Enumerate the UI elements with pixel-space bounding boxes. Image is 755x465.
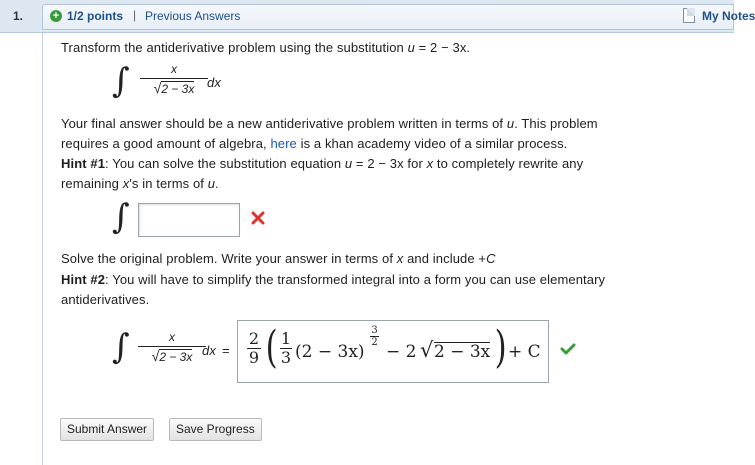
answer-2-display[interactable] bbox=[237, 320, 549, 383]
save-progress-button[interactable]: Save Progress bbox=[169, 418, 262, 441]
prompt-text: Transform the antiderivative problem using the substitution bbox=[61, 40, 408, 55]
h1l2-b: 's in terms of bbox=[129, 176, 208, 191]
h1l2-c: . bbox=[215, 176, 219, 191]
hint-2 bbox=[61, 272, 605, 287]
prompt-eq: = 2 − 3x. bbox=[414, 40, 471, 55]
my-notes-link[interactable]: My Notes bbox=[702, 9, 755, 23]
prompt-var: u bbox=[407, 40, 415, 55]
answer-1-input[interactable] bbox=[138, 203, 240, 237]
integrand-numerator: x bbox=[171, 62, 177, 76]
coef-fraction bbox=[247, 330, 261, 367]
p2-x: x bbox=[396, 251, 404, 266]
answer-2-dx: dx bbox=[202, 343, 216, 358]
instr2-text: requires a good amount of algebra, bbox=[61, 136, 271, 151]
exp-den: 2 bbox=[371, 337, 378, 348]
big-paren-close: ) bbox=[494, 322, 507, 373]
instruction-line-2 bbox=[61, 136, 567, 151]
left-border bbox=[42, 33, 43, 465]
previous-answers-link[interactable]: Previous Answers bbox=[145, 9, 241, 23]
answer-2-plus-c: + C bbox=[508, 342, 541, 362]
answer-2-equals: = bbox=[222, 343, 230, 358]
hint-1 bbox=[61, 156, 583, 171]
a2-den: √2 − 3x bbox=[138, 346, 206, 364]
submit-answer-button[interactable]: Submit Answer bbox=[60, 418, 154, 441]
exp-num: 3 bbox=[371, 325, 378, 336]
points-label: 1/2 points bbox=[67, 9, 124, 23]
khan-video-link[interactable]: here bbox=[270, 136, 297, 151]
hint-1-x: x bbox=[426, 156, 434, 171]
big-paren-open: ( bbox=[265, 322, 278, 373]
hint-1-eq: = 2 − 3x for bbox=[352, 156, 427, 171]
h1l2-x: x bbox=[122, 176, 130, 191]
header-separator: | bbox=[133, 8, 137, 22]
hint-2-label: Hint #2 bbox=[61, 272, 106, 287]
p2-c: C bbox=[486, 251, 496, 266]
instruction-line-1 bbox=[61, 116, 598, 131]
integrand-den-text: 2 − 3x bbox=[161, 82, 195, 96]
answer-2-base: (2 − 3x) bbox=[295, 342, 365, 362]
inner-fraction bbox=[280, 330, 292, 367]
integral-sign-answer-1: ∫ bbox=[112, 197, 130, 237]
exponent-fraction bbox=[370, 325, 379, 348]
integral-sign-answer-2: ∫ bbox=[112, 327, 130, 367]
coef-num: 2 bbox=[248, 329, 260, 348]
h1l2-u: u bbox=[207, 176, 216, 191]
instr-text-end: . This problem bbox=[514, 116, 598, 131]
p2-b: and include + bbox=[403, 251, 487, 266]
a2-den-text: 2 − 3x bbox=[159, 350, 193, 364]
h1l2-a: remaining bbox=[61, 176, 123, 191]
integrand-dx: dx bbox=[207, 75, 221, 90]
question-header bbox=[0, 0, 755, 33]
part-2-prompt bbox=[61, 251, 496, 266]
hint-1-label: Hint #1 bbox=[61, 156, 106, 171]
inner-den: 3 bbox=[280, 348, 292, 367]
hint-2-line-2: antiderivatives. bbox=[61, 292, 150, 307]
problem-prompt bbox=[61, 40, 470, 55]
p2-a: Solve the original problem. Write your answer in terms of bbox=[61, 251, 397, 266]
hint-1-text: : You can solve the substitution equation bbox=[105, 156, 345, 171]
answer-2-integrand bbox=[138, 330, 206, 364]
hint-1-line-2 bbox=[61, 176, 219, 191]
integrand-fraction bbox=[140, 62, 208, 96]
hint-1-u: u bbox=[344, 156, 353, 171]
correct-check-icon bbox=[560, 342, 576, 356]
answer-2-sqrt-arg: 2 − 3x bbox=[434, 342, 491, 362]
notes-icon[interactable] bbox=[683, 8, 695, 23]
plus-icon[interactable]: + bbox=[50, 10, 62, 22]
sqrt-sign: √ bbox=[420, 338, 434, 362]
answer-2-minus: − 2 bbox=[386, 342, 417, 362]
inner-num: 1 bbox=[280, 329, 292, 348]
instr-var: u bbox=[506, 116, 515, 131]
hint-2-text: : You will have to simplify the transformed integral into a form you can use elementary bbox=[105, 272, 606, 287]
integrand-denominator: √2 − 3x bbox=[140, 78, 208, 96]
a2-num: x bbox=[169, 330, 175, 344]
incorrect-x-icon bbox=[250, 210, 266, 226]
integral-sign: ∫ bbox=[112, 61, 130, 101]
coef-den: 9 bbox=[248, 348, 260, 367]
instr-text: Your final answer should be a new antiderivative problem written in terms of bbox=[61, 116, 507, 131]
question-number: 1. bbox=[13, 9, 24, 23]
hint-1-text-end: to completely rewrite any bbox=[433, 156, 584, 171]
instr2-text-end: is a khan academy video of a similar process. bbox=[296, 136, 568, 151]
